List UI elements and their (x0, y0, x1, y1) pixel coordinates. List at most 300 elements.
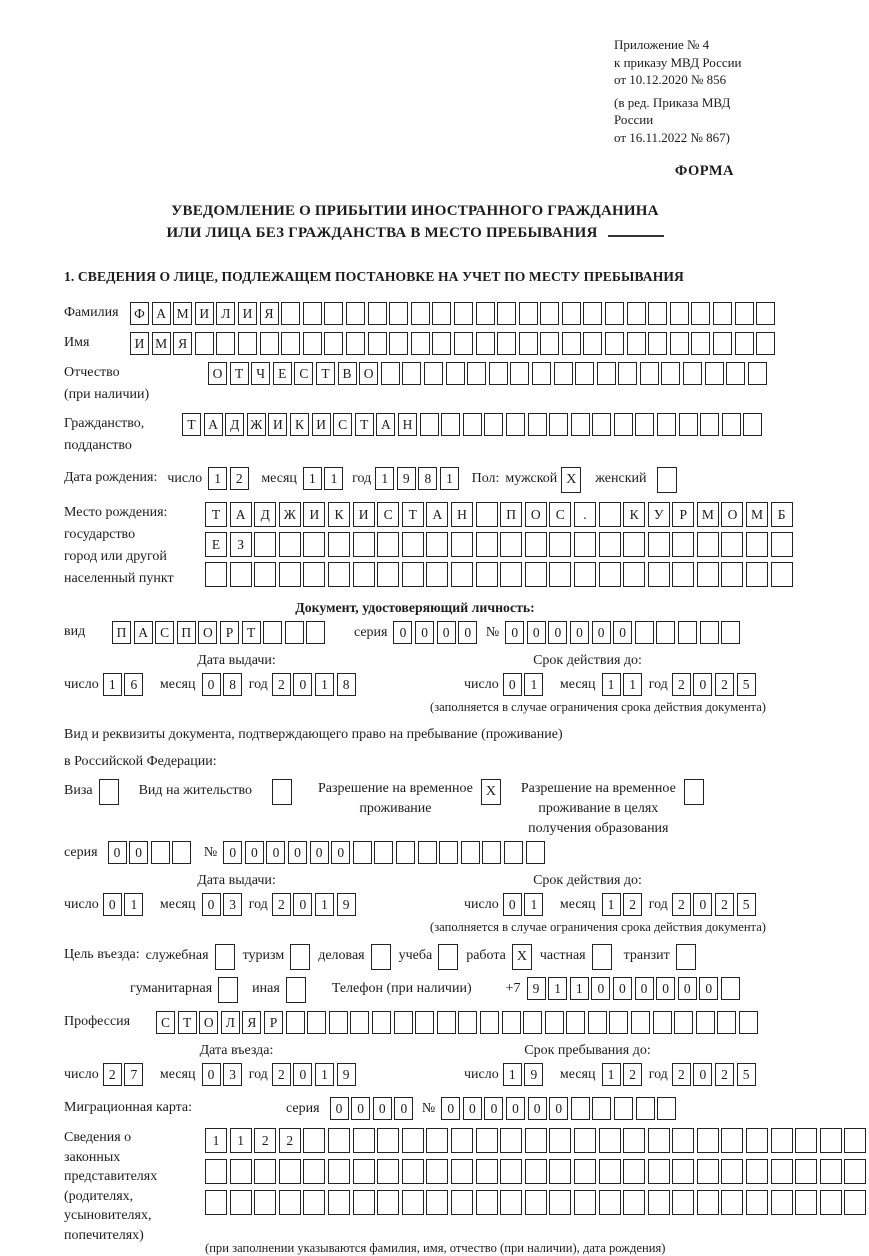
char-box[interactable]: П (112, 621, 131, 644)
char-box[interactable]: И (238, 302, 257, 325)
entry-month-input[interactable] (202, 1063, 245, 1086)
res-issue-month-input[interactable] (202, 893, 245, 916)
char-box[interactable]: И (195, 302, 214, 325)
char-box[interactable]: С (156, 1011, 175, 1034)
char-box[interactable] (713, 332, 732, 355)
char-box[interactable]: 1 (548, 977, 567, 1000)
char-box[interactable]: 8 (337, 673, 356, 696)
char-box[interactable] (844, 1190, 866, 1215)
char-box[interactable] (618, 362, 637, 385)
char-box[interactable] (549, 413, 568, 436)
char-box[interactable] (418, 841, 437, 864)
char-box[interactable]: 0 (592, 621, 611, 644)
char-box[interactable]: М (173, 302, 192, 325)
char-box[interactable] (674, 1011, 693, 1034)
char-box[interactable]: 1 (103, 673, 122, 696)
char-box[interactable] (346, 302, 365, 325)
char-box[interactable] (672, 1190, 694, 1215)
char-box[interactable] (525, 1159, 547, 1184)
char-box[interactable] (653, 1011, 672, 1034)
char-box[interactable]: Т (355, 413, 374, 436)
char-box[interactable]: 1 (602, 893, 621, 916)
char-box[interactable] (614, 1097, 633, 1120)
char-box[interactable] (713, 302, 732, 325)
char-box[interactable] (627, 332, 646, 355)
char-box[interactable] (441, 413, 460, 436)
char-box[interactable]: А (376, 413, 395, 436)
char-box[interactable] (599, 1190, 621, 1215)
doc-series-input[interactable] (393, 621, 479, 644)
char-box[interactable] (500, 532, 522, 557)
char-box[interactable] (592, 413, 611, 436)
char-box[interactable]: В (338, 362, 357, 385)
char-box[interactable]: 1 (124, 893, 143, 916)
char-box[interactable] (500, 1128, 522, 1153)
char-box[interactable]: Н (451, 502, 473, 527)
char-box[interactable]: С (155, 621, 174, 644)
char-box[interactable] (526, 841, 545, 864)
temporary-residence-education-checkbox[interactable] (684, 779, 704, 805)
stay-year-input[interactable] (672, 1063, 758, 1086)
char-box[interactable] (451, 1190, 473, 1215)
char-box[interactable] (574, 1159, 596, 1184)
char-box[interactable] (303, 1128, 325, 1153)
doc-number-input[interactable] (505, 621, 743, 644)
birth-year-input[interactable] (375, 467, 461, 490)
char-box[interactable]: Р (672, 502, 694, 527)
char-box[interactable] (151, 841, 170, 864)
char-box[interactable] (549, 1128, 571, 1153)
char-box[interactable] (306, 621, 325, 644)
char-box[interactable]: И (130, 332, 149, 355)
char-box[interactable]: 2 (272, 673, 291, 696)
char-box[interactable] (726, 362, 745, 385)
char-box[interactable] (500, 562, 522, 587)
char-box[interactable] (519, 332, 538, 355)
char-box[interactable]: О (721, 502, 743, 527)
char-box[interactable] (426, 1190, 448, 1215)
char-box[interactable]: Р (264, 1011, 283, 1034)
char-box[interactable] (476, 1128, 498, 1153)
char-box[interactable]: 0 (527, 621, 546, 644)
char-box[interactable] (324, 332, 343, 355)
char-box[interactable] (353, 841, 372, 864)
char-box[interactable] (721, 621, 740, 644)
char-box[interactable] (279, 1190, 301, 1215)
char-box[interactable]: К (328, 502, 350, 527)
purpose-transit-checkbox[interactable] (676, 944, 696, 970)
char-box[interactable]: 0 (330, 1097, 349, 1120)
char-box[interactable] (525, 1190, 547, 1215)
profession-input[interactable] (156, 1011, 761, 1034)
char-box[interactable]: С (377, 502, 399, 527)
char-box[interactable]: У (648, 502, 670, 527)
char-box[interactable] (571, 1097, 590, 1120)
char-box[interactable] (328, 1159, 350, 1184)
char-box[interactable] (697, 1190, 719, 1215)
char-box[interactable] (679, 413, 698, 436)
doc-issue-year-input[interactable] (272, 673, 358, 696)
char-box[interactable]: 0 (293, 673, 312, 696)
char-box[interactable]: 1 (315, 893, 334, 916)
char-box[interactable] (377, 1128, 399, 1153)
char-box[interactable]: 1 (208, 467, 227, 490)
char-box[interactable]: 0 (293, 893, 312, 916)
char-box[interactable] (230, 1190, 252, 1215)
char-box[interactable] (795, 1128, 817, 1153)
char-box[interactable]: 1 (205, 1128, 227, 1153)
purpose-private-checkbox[interactable] (592, 944, 612, 970)
res-series-input[interactable] (108, 841, 194, 864)
char-box[interactable] (549, 532, 571, 557)
char-box[interactable] (771, 1190, 793, 1215)
char-box[interactable] (279, 1159, 301, 1184)
char-box[interactable]: 0 (437, 621, 456, 644)
char-box[interactable] (353, 1190, 375, 1215)
char-box[interactable] (480, 1011, 499, 1034)
char-box[interactable]: 0 (613, 621, 632, 644)
char-box[interactable]: 0 (202, 893, 221, 916)
char-box[interactable] (368, 332, 387, 355)
representatives-row1-input[interactable] (205, 1128, 869, 1153)
char-box[interactable]: 8 (223, 673, 242, 696)
char-box[interactable] (394, 1011, 413, 1034)
char-box[interactable] (451, 1128, 473, 1153)
char-box[interactable]: 0 (310, 841, 329, 864)
char-box[interactable] (721, 562, 743, 587)
char-box[interactable]: Я (242, 1011, 261, 1034)
char-box[interactable] (700, 621, 719, 644)
char-box[interactable] (290, 944, 310, 970)
char-box[interactable] (705, 362, 724, 385)
char-box[interactable] (402, 562, 424, 587)
char-box[interactable] (691, 332, 710, 355)
char-box[interactable] (461, 841, 480, 864)
visa-checkbox[interactable] (99, 779, 119, 805)
char-box[interactable] (746, 1190, 768, 1215)
stay-day-input[interactable] (503, 1063, 546, 1086)
char-box[interactable] (402, 1128, 424, 1153)
char-box[interactable]: Л (216, 302, 235, 325)
char-box[interactable] (648, 532, 670, 557)
char-box[interactable] (328, 1190, 350, 1215)
char-box[interactable] (672, 562, 694, 587)
char-box[interactable]: Я (173, 332, 192, 355)
char-box[interactable] (574, 562, 596, 587)
char-box[interactable] (500, 1190, 522, 1215)
char-box[interactable]: Е (273, 362, 292, 385)
char-box[interactable]: 0 (549, 1097, 568, 1120)
char-box[interactable]: Т (402, 502, 424, 527)
char-box[interactable] (281, 302, 300, 325)
char-box[interactable]: 5 (737, 893, 756, 916)
char-box[interactable]: 0 (613, 977, 632, 1000)
char-box[interactable]: 2 (715, 893, 734, 916)
char-box[interactable] (623, 532, 645, 557)
char-box[interactable]: 0 (245, 841, 264, 864)
char-box[interactable]: 0 (129, 841, 148, 864)
char-box[interactable] (523, 1011, 542, 1034)
char-box[interactable] (636, 1097, 655, 1120)
char-box[interactable]: 9 (337, 893, 356, 916)
char-box[interactable] (489, 362, 508, 385)
char-box[interactable]: X (512, 944, 532, 970)
entry-day-input[interactable] (103, 1063, 146, 1086)
char-box[interactable] (377, 1159, 399, 1184)
char-box[interactable]: 1 (602, 673, 621, 696)
char-box[interactable] (648, 562, 670, 587)
char-box[interactable]: 0 (591, 977, 610, 1000)
char-box[interactable] (721, 1159, 743, 1184)
purpose-business-checkbox[interactable] (371, 944, 391, 970)
char-box[interactable] (656, 621, 675, 644)
char-box[interactable] (426, 562, 448, 587)
char-box[interactable]: О (359, 362, 378, 385)
char-box[interactable]: 2 (279, 1128, 301, 1153)
char-box[interactable]: 2 (672, 1063, 691, 1086)
char-box[interactable] (377, 532, 399, 557)
char-box[interactable]: Б (771, 502, 793, 527)
birthplace-row1-input[interactable] (205, 502, 795, 527)
char-box[interactable] (467, 362, 486, 385)
char-box[interactable] (739, 1011, 758, 1034)
char-box[interactable] (771, 1159, 793, 1184)
char-box[interactable] (451, 1159, 473, 1184)
char-box[interactable]: Р (220, 621, 239, 644)
char-box[interactable]: Я (260, 302, 279, 325)
char-box[interactable] (463, 413, 482, 436)
char-box[interactable]: 1 (324, 467, 343, 490)
char-box[interactable] (377, 1190, 399, 1215)
char-box[interactable] (510, 362, 529, 385)
char-box[interactable]: 5 (737, 1063, 756, 1086)
char-box[interactable] (635, 413, 654, 436)
char-box[interactable] (426, 532, 448, 557)
char-box[interactable] (623, 1128, 645, 1153)
char-box[interactable] (721, 1128, 743, 1153)
char-box[interactable] (372, 1011, 391, 1034)
char-box[interactable] (670, 332, 689, 355)
char-box[interactable] (502, 1011, 521, 1034)
char-box[interactable]: А (230, 502, 252, 527)
char-box[interactable] (648, 302, 667, 325)
char-box[interactable] (545, 1011, 564, 1034)
char-box[interactable] (195, 332, 214, 355)
char-box[interactable] (562, 302, 581, 325)
char-box[interactable]: 0 (458, 621, 477, 644)
char-box[interactable] (254, 1159, 276, 1184)
char-box[interactable] (254, 1190, 276, 1215)
char-box[interactable] (566, 1011, 585, 1034)
res-number-input[interactable] (223, 841, 547, 864)
res-issue-year-input[interactable] (272, 893, 358, 916)
char-box[interactable] (697, 562, 719, 587)
char-box[interactable] (525, 532, 547, 557)
char-box[interactable]: X (481, 779, 501, 805)
purpose-humanitarian-checkbox[interactable] (218, 977, 238, 1003)
char-box[interactable]: 0 (656, 977, 675, 1000)
char-box[interactable]: 2 (715, 1063, 734, 1086)
purpose-other-checkbox[interactable] (286, 977, 306, 1003)
char-box[interactable] (648, 1128, 670, 1153)
char-box[interactable] (820, 1190, 842, 1215)
birthplace-row3-input[interactable] (205, 562, 795, 587)
char-box[interactable] (661, 362, 680, 385)
char-box[interactable] (328, 532, 350, 557)
char-box[interactable] (424, 362, 443, 385)
char-box[interactable] (432, 332, 451, 355)
char-box[interactable]: З (230, 532, 252, 557)
char-box[interactable] (609, 1011, 628, 1034)
char-box[interactable]: 0 (503, 893, 522, 916)
char-box[interactable]: М (746, 502, 768, 527)
char-box[interactable] (279, 562, 301, 587)
char-box[interactable] (592, 1097, 611, 1120)
char-box[interactable]: К (623, 502, 645, 527)
char-box[interactable] (353, 1159, 375, 1184)
char-box[interactable]: 2 (672, 673, 691, 696)
char-box[interactable]: 0 (506, 1097, 525, 1120)
char-box[interactable]: 9 (527, 977, 546, 1000)
char-box[interactable] (571, 413, 590, 436)
doc-kind-input[interactable] (112, 621, 328, 644)
char-box[interactable] (648, 332, 667, 355)
temporary-residence-checkbox[interactable] (481, 779, 501, 805)
purpose-official-checkbox[interactable] (215, 944, 235, 970)
char-box[interactable]: А (152, 302, 171, 325)
char-box[interactable]: Д (225, 413, 244, 436)
char-box[interactable] (285, 621, 304, 644)
char-box[interactable]: 2 (672, 893, 691, 916)
char-box[interactable] (451, 562, 473, 587)
char-box[interactable] (476, 562, 498, 587)
char-box[interactable] (426, 1128, 448, 1153)
char-box[interactable]: X (561, 467, 581, 493)
female-checkbox[interactable] (657, 467, 677, 493)
char-box[interactable] (528, 413, 547, 436)
char-box[interactable] (426, 1159, 448, 1184)
char-box[interactable] (286, 977, 306, 1003)
char-box[interactable]: 0 (693, 893, 712, 916)
char-box[interactable] (402, 532, 424, 557)
char-box[interactable] (402, 1190, 424, 1215)
char-box[interactable]: 1 (375, 467, 394, 490)
char-box[interactable]: А (204, 413, 223, 436)
char-box[interactable] (672, 1159, 694, 1184)
char-box[interactable] (771, 532, 793, 557)
char-box[interactable]: С (549, 502, 571, 527)
char-box[interactable]: 2 (623, 893, 642, 916)
char-box[interactable]: 0 (548, 621, 567, 644)
char-box[interactable] (476, 332, 495, 355)
char-box[interactable] (286, 1011, 305, 1034)
char-box[interactable]: . (574, 502, 596, 527)
char-box[interactable]: 9 (524, 1063, 543, 1086)
name-input[interactable] (130, 332, 778, 355)
char-box[interactable] (432, 302, 451, 325)
char-box[interactable] (746, 1128, 768, 1153)
char-box[interactable]: 1 (524, 893, 543, 916)
char-box[interactable] (599, 1159, 621, 1184)
char-box[interactable] (748, 362, 767, 385)
char-box[interactable] (599, 502, 621, 527)
residence-permit-checkbox[interactable] (272, 779, 292, 805)
char-box[interactable]: 0 (373, 1097, 392, 1120)
doc-valid-day-input[interactable] (503, 673, 546, 696)
char-box[interactable] (279, 532, 301, 557)
char-box[interactable] (597, 362, 616, 385)
char-box[interactable] (697, 1159, 719, 1184)
char-box[interactable]: 0 (570, 621, 589, 644)
char-box[interactable]: 2 (272, 1063, 291, 1086)
char-box[interactable] (353, 532, 375, 557)
char-box[interactable] (281, 332, 300, 355)
char-box[interactable]: 2 (254, 1128, 276, 1153)
char-box[interactable] (721, 532, 743, 557)
char-box[interactable]: И (303, 502, 325, 527)
char-box[interactable]: О (208, 362, 227, 385)
char-box[interactable] (307, 1011, 326, 1034)
purpose-work-checkbox[interactable] (512, 944, 532, 970)
representatives-row3-input[interactable] (205, 1190, 869, 1215)
char-box[interactable] (746, 532, 768, 557)
char-box[interactable] (446, 362, 465, 385)
char-box[interactable]: М (697, 502, 719, 527)
char-box[interactable] (743, 413, 762, 436)
char-box[interactable] (263, 621, 282, 644)
char-box[interactable] (324, 302, 343, 325)
male-checkbox[interactable] (561, 467, 581, 493)
char-box[interactable] (230, 1159, 252, 1184)
char-box[interactable] (697, 532, 719, 557)
char-box[interactable]: 0 (528, 1097, 547, 1120)
purpose-tourism-checkbox[interactable] (290, 944, 310, 970)
char-box[interactable] (592, 944, 612, 970)
char-box[interactable] (303, 1190, 325, 1215)
char-box[interactable] (438, 944, 458, 970)
char-box[interactable] (575, 362, 594, 385)
doc-issue-day-input[interactable] (103, 673, 146, 696)
char-box[interactable] (411, 332, 430, 355)
char-box[interactable] (771, 1128, 793, 1153)
char-box[interactable]: Т (205, 502, 227, 527)
char-box[interactable]: 9 (397, 467, 416, 490)
char-box[interactable]: Д (254, 502, 276, 527)
birth-day-input[interactable] (208, 467, 251, 490)
char-box[interactable]: 0 (202, 1063, 221, 1086)
char-box[interactable] (683, 362, 702, 385)
doc-valid-month-input[interactable] (602, 673, 645, 696)
char-box[interactable] (771, 562, 793, 587)
char-box[interactable] (540, 332, 559, 355)
char-box[interactable] (574, 1190, 596, 1215)
char-box[interactable] (721, 1190, 743, 1215)
char-box[interactable]: 1 (315, 673, 334, 696)
char-box[interactable]: П (500, 502, 522, 527)
char-box[interactable] (328, 562, 350, 587)
char-box[interactable] (525, 1128, 547, 1153)
char-box[interactable]: 1 (303, 467, 322, 490)
char-box[interactable]: К (290, 413, 309, 436)
char-box[interactable] (216, 332, 235, 355)
birth-month-input[interactable] (303, 467, 346, 490)
char-box[interactable] (549, 1159, 571, 1184)
char-box[interactable] (795, 1159, 817, 1184)
char-box[interactable]: П (177, 621, 196, 644)
char-box[interactable]: Т (182, 413, 201, 436)
char-box[interactable] (562, 332, 581, 355)
char-box[interactable]: 2 (272, 893, 291, 916)
